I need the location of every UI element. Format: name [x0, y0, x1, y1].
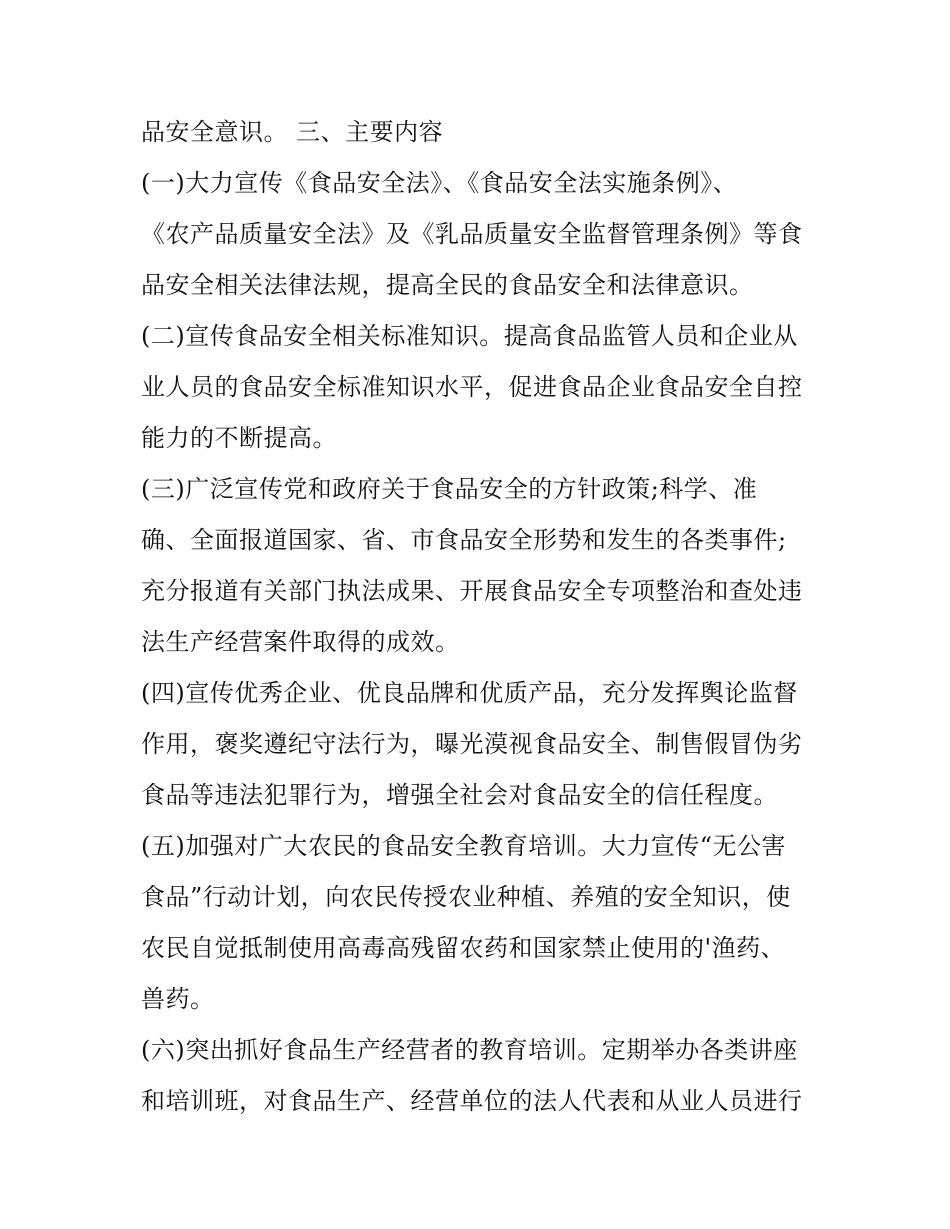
- text-line: 作用，褒奖遵纪守法行为，曝光漠视食品安全、制售假冒伪劣: [141, 730, 803, 758]
- text-line: 品安全意识。 三、主要内容: [141, 118, 444, 146]
- text-line: (六)突出抓好食品生产经营者的教育培训。定期举办各类讲座: [141, 1036, 798, 1064]
- text-line: (五)加强对广大农民的食品安全教育培训。大力宣传“无公害: [141, 832, 786, 860]
- text-line: 充分报道有关部门执法成果、开展食品安全专项整治和查处违: [141, 577, 803, 605]
- text-line: 确、全面报道国家、省、市食品安全形势和发生的各类事件;: [141, 526, 787, 554]
- text-line: 农民自觉抵制使用高毒高残留农药和国家禁止使用的'渔药、: [141, 934, 786, 962]
- text-line: 法生产经营案件取得的成效。: [141, 628, 460, 656]
- text-line: (二)宣传食品安全相关标准知识。提高食品监管人员和企业从: [141, 322, 798, 350]
- text-line: (一)大力宣传《食品安全法》、《食品安全法实施条例》、: [141, 169, 738, 197]
- text-line: (三)广泛宣传党和政府关于食品安全的方针政策;科学、准: [141, 475, 758, 503]
- text-line: 能力的不断提高。: [141, 424, 337, 452]
- text-line: 食品”行动计划，向农民传授农业种植、养殖的安全知识，使: [141, 883, 791, 911]
- document-body: [141, 107, 831, 1127]
- text-line: (四)宣传优秀企业、优良品牌和优质产品，充分发挥舆论监督: [141, 679, 798, 707]
- text-line: 品安全相关法律法规，提高全民的食品安全和法律意识。: [141, 271, 754, 299]
- text-line: 和培训班，对食品生产、经营单位的法人代表和从业人员进行: [141, 1087, 803, 1115]
- text-line: 业人员的食品安全标准知识水平，促进食品企业食品安全自控: [141, 373, 803, 401]
- text-line: 兽药。: [141, 985, 215, 1013]
- text-line: 《农产品质量安全法》及《乳品质量安全监督管理条例》等食: [141, 220, 803, 248]
- text-line: 食品等违法犯罪行为，增强全社会对食品安全的信任程度。: [141, 781, 778, 809]
